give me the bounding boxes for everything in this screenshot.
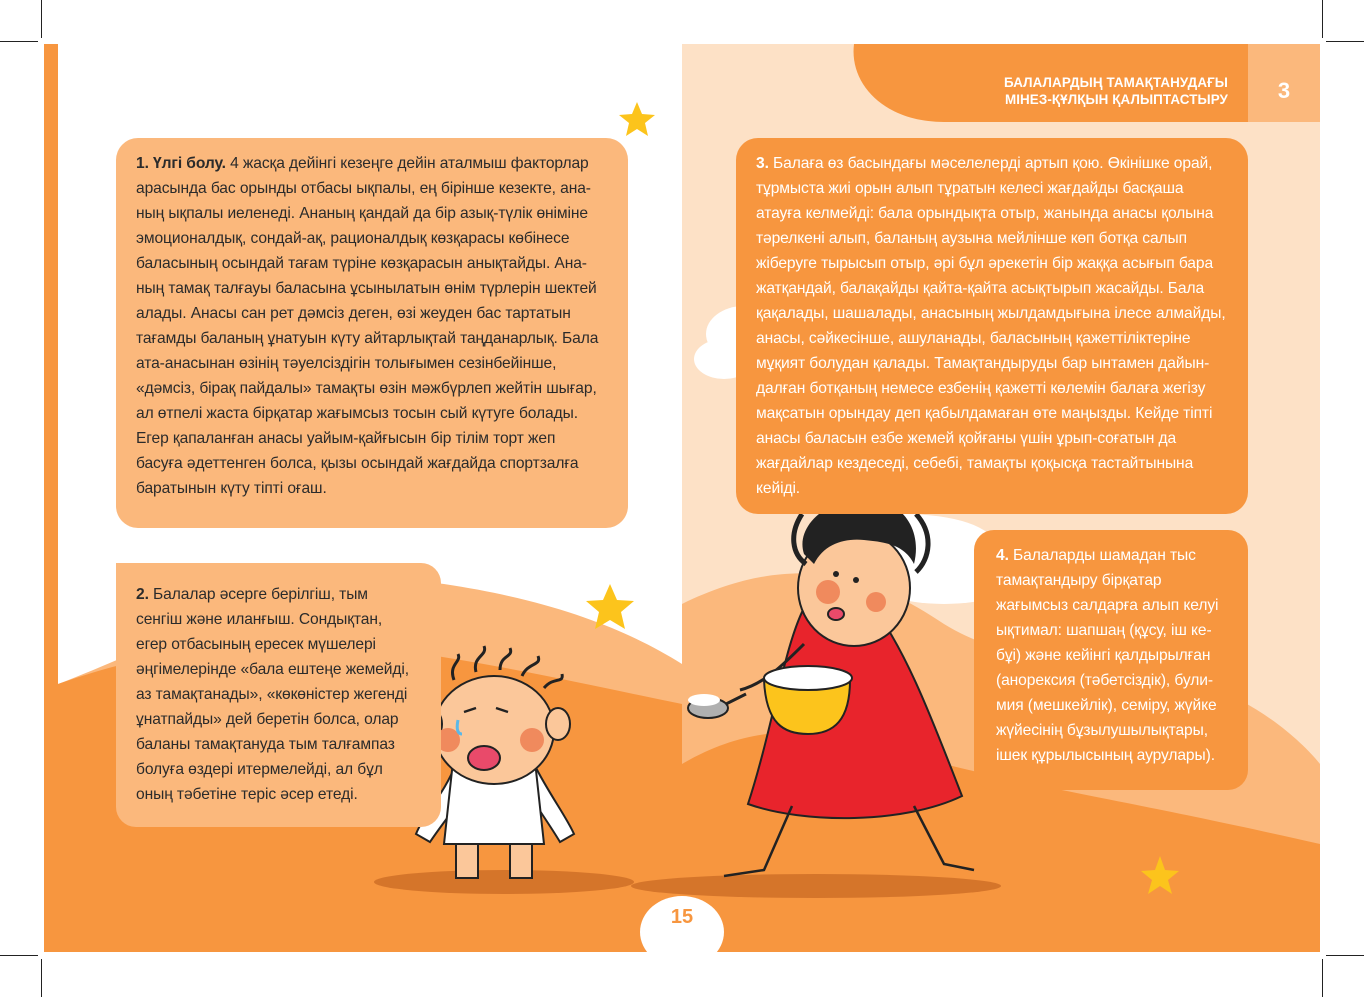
text-line: кейіді. — [756, 480, 801, 497]
text-line: жағдайлар кездеседі, себебі, тамақты қоқысқа тастайтынына — [756, 455, 1194, 472]
text-line: болуға өздері итермелейді, ал бұл — [136, 761, 383, 778]
text-block-4 — [974, 530, 1248, 790]
crop-mark — [41, 0, 42, 38]
text-line-content: Балаға өз басындағы мәселелерді артып қою. Өкінішке орай, — [773, 155, 1213, 172]
text-block-2 — [116, 563, 441, 827]
text-line: баласының осындай тағам түріне көзқарасын анықтайды. Ана- — [136, 255, 587, 272]
text-line: Егер қапаланған анасы уайым-қайғысын бір тілім торт жеп — [136, 430, 556, 447]
text-line: қақалады, шашалады, анасының жылдамдығына ілесе алмайды, — [756, 305, 1226, 322]
text-line — [996, 543, 1236, 568]
text-line: ның тамақ талғауы баласына ұсынылатын өнім түрлерін шектей — [136, 280, 597, 297]
text-line: «дәмсіз, бірақ пайдалы» тамақты өзін мәжбүрлеп жейтін шығар, — [136, 380, 597, 397]
ground-shadow — [374, 870, 634, 894]
text-line: далған ботқаның немесе езбенің қажетті көлемін балаға жегізу — [756, 380, 1206, 397]
crop-mark — [1326, 955, 1364, 956]
text-line: жатқандай, балақайды қайта-қайта асықтырып жасайды. Бала — [756, 280, 1205, 297]
block-number: 1. — [136, 155, 149, 172]
chapter-number-badge: 3 — [1248, 44, 1320, 122]
block-heading: Үлгі болу. — [153, 155, 226, 172]
text-line: алады. Анасы сан рет дәмсіз деген, өзі жеуден бас тартатын — [136, 305, 571, 322]
text-line: аз тамақтанады», «көкөністер жегенді — [136, 686, 408, 703]
chapter-title-line: БАЛАЛАРДЫҢ ТАМАҚТАНУДАҒЫ — [1003, 75, 1228, 90]
text-line — [136, 582, 425, 607]
text-line: тағамды баланың ұнатуын күту айтарлықтай таңданарлық. Бала — [136, 330, 599, 347]
chapter-title — [924, 74, 1228, 108]
text-line: баратынын күту тіпті оғаш. — [136, 480, 327, 497]
text-line: анасы, сәйкесінше, ашуланады, баласының қажеттіліктеріне — [756, 330, 1191, 347]
crop-mark — [1322, 959, 1323, 997]
text-line: басуға әдеттенген болса, қызы осындай жағдайда спортзалға — [136, 455, 579, 472]
text-line: (анорексия (тәбетсіздік), були- — [996, 672, 1213, 689]
text-line: оның тәбетіне теріс әсер етеді. — [136, 786, 358, 803]
text-line: ал өтпелі жаста бірқатар жағымсыз тосын сый күтуге болады. — [136, 405, 578, 422]
text-line: баланы тамақтануда тым талғампаз — [136, 736, 395, 753]
text-line: ның ықпалы иеленеді. Ананың қандай да бір азық-түлік өніміне — [136, 205, 588, 222]
text-line: ішек құрылысының аурулары). — [996, 747, 1215, 764]
text-line: ата-анасынан өзінің тәуелсіздігін толығымен сезінбейінше, — [136, 355, 557, 372]
block-number: 3. — [756, 155, 769, 172]
ground-shadow — [631, 874, 1001, 898]
star-icon — [619, 102, 655, 136]
text-line: тәрелкені алып, баланың аузына мейлінше көп ботқа салып — [756, 230, 1187, 247]
page-spread — [44, 44, 1320, 952]
text-line: атауға келмейді: бала орындықта отыр, жанында анасы қолына — [756, 205, 1214, 222]
text-line: бұі) және кейінгі қалдырылған — [996, 647, 1211, 664]
text-line: арасында бас орынды отбасы ықпалы, ең бірінше кезекте, ана- — [136, 180, 591, 197]
text-block-3 — [736, 138, 1248, 514]
left-edge-strip — [44, 44, 58, 952]
text-block-1 — [116, 138, 628, 528]
text-line: тамақтандыру бірқатар — [996, 572, 1162, 589]
text-line: жіберуге тырысып отыр, әрі бұл әрекетін бір жаққа асығып бара — [756, 255, 1214, 272]
text-line: ұнатпайды» дей беретін болса, олар — [136, 711, 399, 728]
crop-mark — [1322, 0, 1323, 38]
text-line: егер отбасының ересек мүшелері — [136, 636, 376, 653]
text-line: эмоционалдық, сондай-ақ, рационалдық көзқарасы көбінесе — [136, 230, 570, 247]
text-line — [756, 151, 1232, 176]
block-number: 2. — [136, 586, 149, 603]
text-line: анасы баласын езбе жемей қойғаны үшін ұрып-соғатын да — [756, 430, 1177, 447]
text-line: ықтимал: шапшаң (құсу, іш ке- — [996, 622, 1212, 639]
text-line: мұқият болудан қалады. Тамақтандыруды бар ынтамен дайын- — [756, 355, 1210, 372]
text-line-content: 4 жасқа дейінгі кезеңге дейін аталмыш факторлар — [230, 155, 589, 172]
page-number: 15 — [640, 896, 724, 952]
text-line-content: Балаларды шамадан тыс — [1013, 547, 1196, 564]
text-line: мақсатын орындау деп қабылдамаған өте маңызды. Кейде тіпті — [756, 405, 1213, 422]
chapter-title-line: МІНЕЗ-ҚҰЛҚЫН ҚАЛЫПТАСТЫРУ — [1004, 92, 1228, 107]
block-number: 4. — [996, 547, 1009, 564]
crop-mark — [1326, 41, 1364, 42]
text-line: сенгіш және иланғыш. Сондықтан, — [136, 611, 383, 628]
text-line: жағымсыз салдарға алып келуі — [996, 597, 1219, 614]
text-line — [136, 151, 608, 176]
text-line: тұрмыста жиі орын алып тұратын келесі жағдайды басқаша — [756, 180, 1184, 197]
text-line: әңгімелерінде «бала ештеңе жемейді, — [136, 661, 409, 678]
crop-mark — [41, 959, 42, 997]
text-line-content: Балалар әсерге берілгіш, тым — [153, 586, 368, 603]
text-line: жүйесінің бұзылушылықтары, — [996, 722, 1208, 739]
text-line: мия (мешкейлік), семіру, жүйке — [996, 697, 1217, 714]
crop-mark — [0, 41, 38, 42]
crop-mark — [0, 955, 38, 956]
